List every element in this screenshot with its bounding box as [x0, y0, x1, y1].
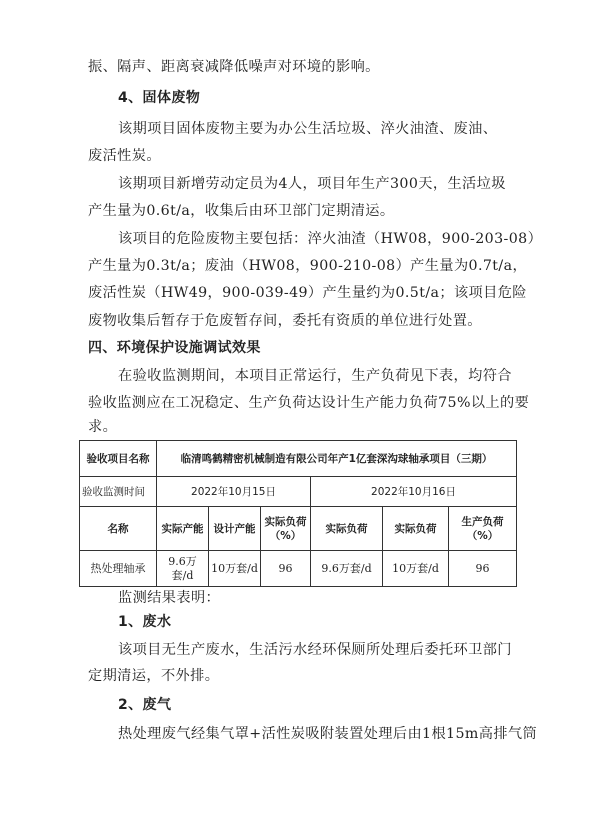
load-table [79, 440, 517, 587]
paragraph-line: 该期项目固体废物主要为办公生活垃圾、淬火油渣、废油、 [118, 121, 498, 137]
paragraph-line: 废活性炭。 [88, 148, 161, 164]
paragraph-line: 振、隔声、距离衰减降低噪声对环境的影响。 [88, 59, 380, 75]
paragraph-line: 产生量为0.6t/a，收集后由环卫部门定期清运。 [88, 203, 395, 219]
paragraph-line: 该项目的危险废物主要包括：淬火油渣（HW08，900-203-08） [118, 231, 543, 247]
paragraph-line: 监测结果表明： [118, 590, 221, 606]
table-cell: 96 [449, 551, 517, 587]
paragraph-line: 验收监测应在工况稳定、生产负荷达设计生产能力负荷75%以上的要 [88, 395, 530, 411]
table-header-actual-load: 实际负荷（%） [261, 507, 311, 551]
paragraph-line: 废活性炭（HW49，900-039-49）产生量约为0.5t/a；该项目危险 [88, 285, 527, 301]
table-cell: 10万套/d [383, 551, 449, 587]
table-label-date: 验收监测时间 [80, 477, 157, 507]
table-header-actual-load-3: 实际负荷 [383, 507, 449, 551]
table-project-name: 临清鸣鹤精密机械制造有限公司年产1亿套深沟球轴承项目（三期） [157, 441, 517, 477]
paragraph-line: 定期清运，不外排。 [88, 668, 220, 684]
paragraph-line: 该期项目新增劳动定员为4人，项目年生产300天，生活垃圾 [118, 176, 506, 192]
table-label-project: 验收项目名称 [80, 441, 157, 477]
table-cell: 10万套/d [209, 551, 261, 587]
paragraph-line: 在验收监测期间，本项目正常运行，生产负荷见下表，均符合 [118, 368, 512, 384]
paragraph-line: 产生量为0.3t/a；废油（HW08，900-210-08）产生量为0.7t/a， [88, 258, 528, 274]
table-header-production-load: 生产负荷（%） [449, 507, 517, 551]
paragraph-line: 热处理废气经集气罩+活性炭吸附装置处理后由1根15m高排气筒 [118, 726, 538, 742]
table-date-1: 2022年10月15日 [157, 477, 311, 507]
table-cell: 96 [261, 551, 311, 587]
heading-solid-waste: 4、固体废物 [118, 90, 201, 106]
paragraph-line: 求。 [88, 419, 118, 435]
table-header-design-capacity: 设计产能 [209, 507, 261, 551]
heading-exhaust-gas: 2、废气 [118, 697, 172, 713]
table-header-actual-capacity: 实际产能 [157, 507, 209, 551]
paragraph-line: 该项目无生产废水，生活污水经环保厕所处理后委托环卫部门 [118, 642, 512, 658]
table-cell: 9.6万套/d [311, 551, 383, 587]
heading-wastewater: 1、废水 [118, 614, 172, 630]
table-row-name: 热处理轴承 [80, 551, 157, 587]
table-header-name: 名称 [80, 507, 157, 551]
table-header-actual-load-2: 实际负荷 [311, 507, 383, 551]
paragraph-line: 废物收集后暂存于危废暂存间，委托有资质的单位进行处置。 [88, 313, 482, 329]
heading-section-4: 四、环境保护设施调试效果 [88, 340, 261, 356]
table-cell: 9.6万套/d [157, 551, 209, 587]
table-date-2: 2022年10月16日 [311, 477, 517, 507]
